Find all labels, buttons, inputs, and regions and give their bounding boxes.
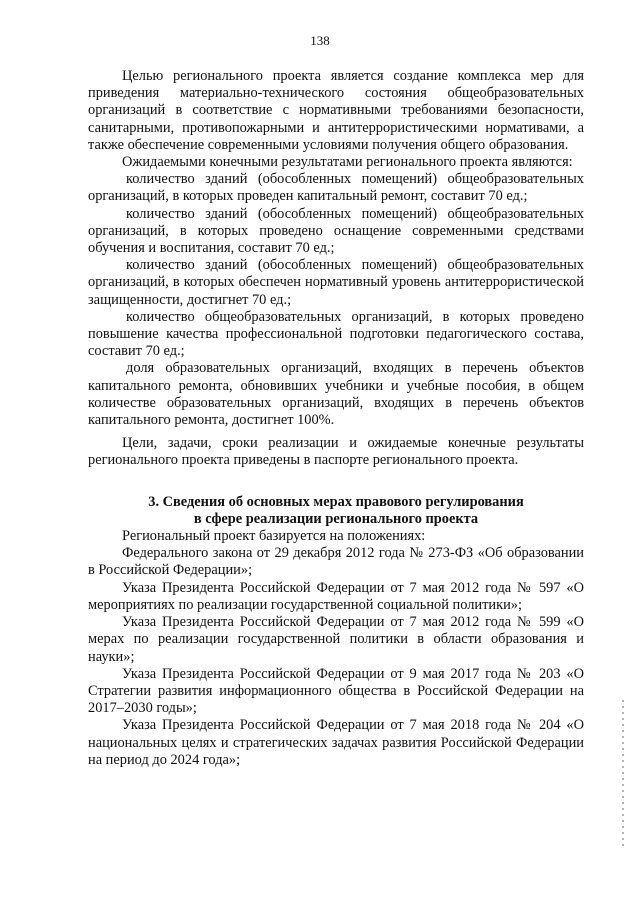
paragraph-closing: Цели, задачи, сроки реализации и ожидаемые конечные результаты регионального проекта приведены в паспорте регионального проекта. xyxy=(88,435,584,469)
legal-basis-item: Указа Президента Российской Федерации от 7 мая 2018 года № 204 «О национальных целях и стратегических задачах развития Российской Федерации на период до 2024 года»; xyxy=(88,717,584,768)
paragraph-section-intro: Региональный проект базируется на положениях: xyxy=(122,528,426,545)
page-number: 138 xyxy=(310,33,330,48)
result-item: количество зданий (обособленных помещений) общеобразовательных организаций, в которых проведено оснащение современными средствами обучения и воспитания, составит 70 ед.; xyxy=(88,205,584,257)
result-item: количество зданий (обособленных помещений) общеобразовательных организаций, в которых проведен капитальный ремонт, составит 70 ед.; xyxy=(88,171,584,205)
legal-basis-item: Указа Президента Российской Федерации от 9 мая 2017 года № 203 «О Стратегии развития информационного общества в Российской Федерации на 2017–2030 годы»; xyxy=(88,665,584,717)
result-item: количество общеобразовательных организаций, в которых проведено повышение качества профессиональной подготовки педагогического состава, составит 70 ед.; xyxy=(88,308,584,360)
paragraph-goal: Целью регионального проекта является создание комплекса мер для приведения материально-технического состояния общеобразовательных организаций в соответствие с нормативными требованиями безопасности, санитарными, противопожарными и антитеррористическими нормативами, а также обеспечение современными условиями получения общего образования. xyxy=(88,68,584,153)
result-item: количество зданий (обособленных помещений) общеобразовательных организаций, в которых обеспечен нормативный уровень антитеррористической защищенности, достигнет 70 ед.; xyxy=(88,257,584,308)
legal-basis-item: Указа Президента Российской Федерации от 7 мая 2012 года № 597 «О мероприятиях по реализации государственной социальной политики»; xyxy=(88,579,584,613)
paragraph-results-intro: Ожидаемыми конечными результатами регионального проекта являются: xyxy=(122,154,573,171)
legal-basis-item: Федерального закона от 29 декабря 2012 года № 273-ФЗ «Об образовании в Российской Федерации»; xyxy=(88,545,584,579)
result-item: доля образовательных организаций, входящих в перечень объектов капитального ремонта, обновивших учебники и учебные пособия, в общем количестве образовательных организаций, входящих в перечень объектов капитального ремонта, достигнет 100%. xyxy=(88,360,584,429)
margin-scan-mark xyxy=(622,700,624,850)
section-heading-line: в сфере реализации регионального проекта xyxy=(193,510,479,527)
document-body xyxy=(88,68,584,769)
section-heading xyxy=(88,494,584,528)
legal-basis-item: Указа Президента Российской Федерации от 7 мая 2012 года № 599 «О мерах по реализации государственной политики в области образования и науки»; xyxy=(88,614,584,665)
section-heading-line: 3. Сведения об основных мерах правового регулирования xyxy=(148,493,524,510)
